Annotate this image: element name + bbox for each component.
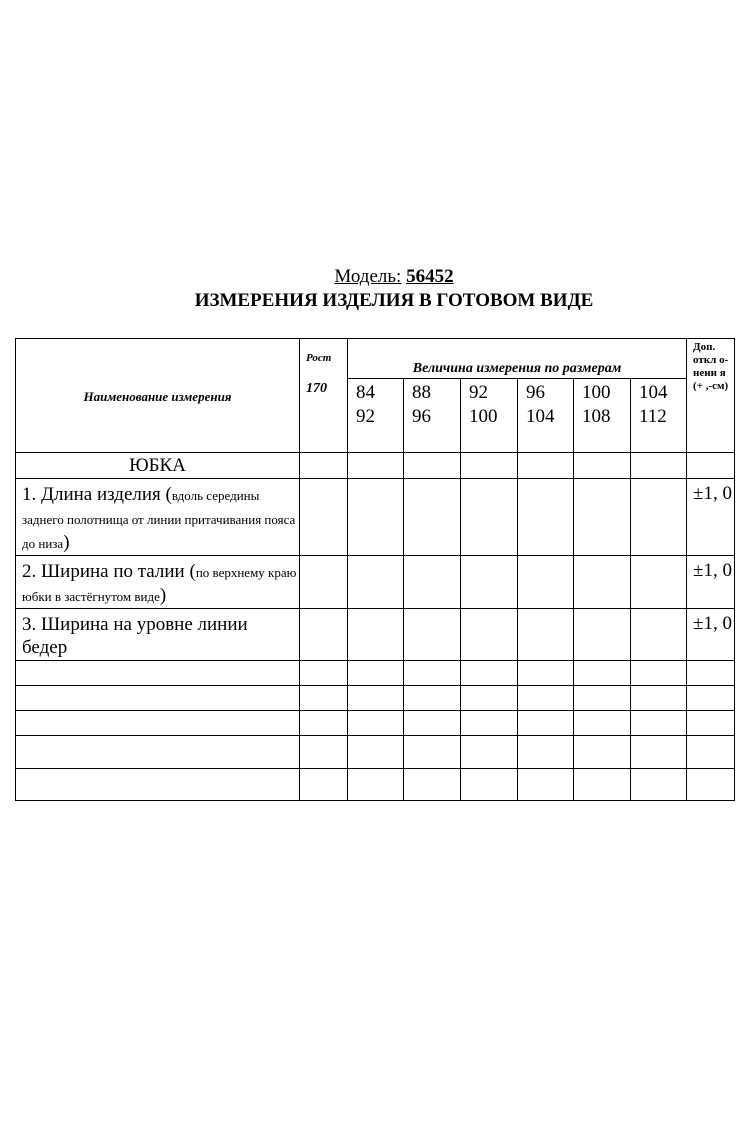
tolerance-value xyxy=(687,736,735,769)
table-row xyxy=(16,479,735,556)
size-value-a: 92 xyxy=(469,382,488,403)
size-value-a: 88 xyxy=(412,382,431,403)
measurement-note: вдоль середины заднего полотнища от линии притачивания пояса до низа xyxy=(22,488,296,551)
table-cell xyxy=(574,736,631,769)
page-subtitle: ИЗМЕРЕНИЯ ИЗДЕЛИЯ В ГОТОВОМ ВИДЕ xyxy=(194,290,594,311)
table-row xyxy=(16,661,735,686)
header-tolerance: Доп. откл о- нени я (+ ,-см) xyxy=(687,339,735,453)
measurement-main: 1. Длина изделия ( xyxy=(22,484,172,505)
table-cell xyxy=(518,736,574,769)
measurement-name xyxy=(16,736,300,769)
model-label: Модель: xyxy=(334,266,402,287)
tolerance-value xyxy=(687,686,735,711)
size-value-b: 112 xyxy=(639,406,667,427)
table-cell xyxy=(348,479,404,556)
table-cell xyxy=(461,609,518,661)
table-row xyxy=(16,711,735,736)
table-cell xyxy=(518,661,574,686)
table-cell xyxy=(348,556,404,609)
table-cell xyxy=(518,479,574,556)
tolerance-value xyxy=(687,769,735,801)
table-cell xyxy=(461,711,518,736)
table-cell xyxy=(300,556,348,609)
table-cell xyxy=(574,686,631,711)
table-row xyxy=(16,556,735,609)
size-value-a: 104 xyxy=(639,382,668,403)
table-cell xyxy=(461,769,518,801)
size-value-b: 96 xyxy=(412,406,431,427)
model-number: 56452 xyxy=(406,266,454,287)
size-column-header xyxy=(404,379,461,453)
header-height xyxy=(300,339,348,453)
tolerance-value: ±1, 0 xyxy=(687,609,735,661)
table-cell xyxy=(631,736,687,769)
table-cell xyxy=(461,479,518,556)
table-cell xyxy=(461,686,518,711)
header-height-value: 170 xyxy=(306,381,327,396)
table-cell xyxy=(461,453,518,479)
table-cell xyxy=(518,556,574,609)
table-cell xyxy=(348,453,404,479)
measurement-main: 3. Ширина на уровне линии бедер xyxy=(22,614,248,658)
table-cell xyxy=(574,609,631,661)
table-cell xyxy=(518,711,574,736)
table-cell xyxy=(300,686,348,711)
size-column-header xyxy=(348,379,404,453)
table-cell xyxy=(404,453,461,479)
table-cell xyxy=(300,453,348,479)
table-cell xyxy=(300,736,348,769)
table-cell xyxy=(404,479,461,556)
size-value-a: 100 xyxy=(582,382,611,403)
table-cell xyxy=(574,453,631,479)
table-cell xyxy=(404,686,461,711)
size-value-a: 96 xyxy=(526,382,545,403)
size-value-b: 100 xyxy=(469,406,498,427)
table-cell xyxy=(404,711,461,736)
table-cell xyxy=(518,453,574,479)
header-height-label: Рост xyxy=(306,352,332,364)
table-cell xyxy=(631,453,687,479)
table-cell xyxy=(574,769,631,801)
table-cell xyxy=(631,479,687,556)
table-cell xyxy=(348,736,404,769)
measurement-note: по верхнему краю юбки в застёгнутом виде xyxy=(22,565,297,604)
table-cell xyxy=(631,769,687,801)
size-value-b: 104 xyxy=(526,406,555,427)
size-column-header xyxy=(518,379,574,453)
table-cell xyxy=(631,686,687,711)
table-cell xyxy=(631,609,687,661)
header-sizes-caption: Величина измерения по размерам xyxy=(348,339,687,379)
size-value-b: 92 xyxy=(356,406,375,427)
tolerance-value: ±1, 0 xyxy=(687,556,735,609)
tolerance-value xyxy=(687,661,735,686)
table-cell xyxy=(348,711,404,736)
measurement-name xyxy=(16,556,300,609)
measurement-close: ) xyxy=(63,532,70,553)
measurement-table xyxy=(15,338,735,801)
table-cell xyxy=(631,661,687,686)
table-cell xyxy=(631,711,687,736)
table-row xyxy=(16,686,735,711)
table-cell xyxy=(300,661,348,686)
table-cell xyxy=(404,736,461,769)
table-cell xyxy=(348,686,404,711)
table-cell xyxy=(574,556,631,609)
size-column-header xyxy=(461,379,518,453)
table-cell xyxy=(348,661,404,686)
table-cell xyxy=(631,556,687,609)
table-cell xyxy=(300,769,348,801)
table-row xyxy=(16,609,735,661)
measurement-name xyxy=(16,686,300,711)
table-cell xyxy=(348,609,404,661)
section-title: ЮБКА xyxy=(16,453,300,479)
table-cell xyxy=(574,479,631,556)
tolerance-value xyxy=(687,711,735,736)
table-cell xyxy=(300,609,348,661)
table-cell xyxy=(574,711,631,736)
table-row xyxy=(16,769,735,801)
model-title xyxy=(0,266,748,288)
table-cell xyxy=(404,609,461,661)
measurement-close: ) xyxy=(159,585,167,606)
table-row xyxy=(16,736,735,769)
table-cell xyxy=(404,769,461,801)
table-cell xyxy=(574,661,631,686)
table-cell xyxy=(518,686,574,711)
measurement-name xyxy=(16,661,300,686)
table-cell xyxy=(404,556,461,609)
measurement-name xyxy=(16,609,300,661)
measurement-main: 2. Ширина по талии ( xyxy=(22,561,196,582)
measurement-name xyxy=(16,479,300,556)
tolerance-value: ±1, 0 xyxy=(687,479,735,556)
table-cell xyxy=(404,661,461,686)
size-column-header xyxy=(574,379,631,453)
size-column-header xyxy=(631,379,687,453)
section-row xyxy=(16,453,735,479)
table-cell xyxy=(300,479,348,556)
table-cell xyxy=(518,769,574,801)
measurement-name xyxy=(16,711,300,736)
size-value-a: 84 xyxy=(356,382,375,403)
table-cell xyxy=(461,661,518,686)
measurement-name xyxy=(16,769,300,801)
table-cell xyxy=(461,736,518,769)
table-cell xyxy=(300,711,348,736)
size-value-b: 108 xyxy=(582,406,611,427)
table-cell xyxy=(687,453,735,479)
header-measurement-name: Наименование измерения xyxy=(16,339,300,453)
table-cell xyxy=(518,609,574,661)
table-cell xyxy=(348,769,404,801)
table-cell xyxy=(461,556,518,609)
